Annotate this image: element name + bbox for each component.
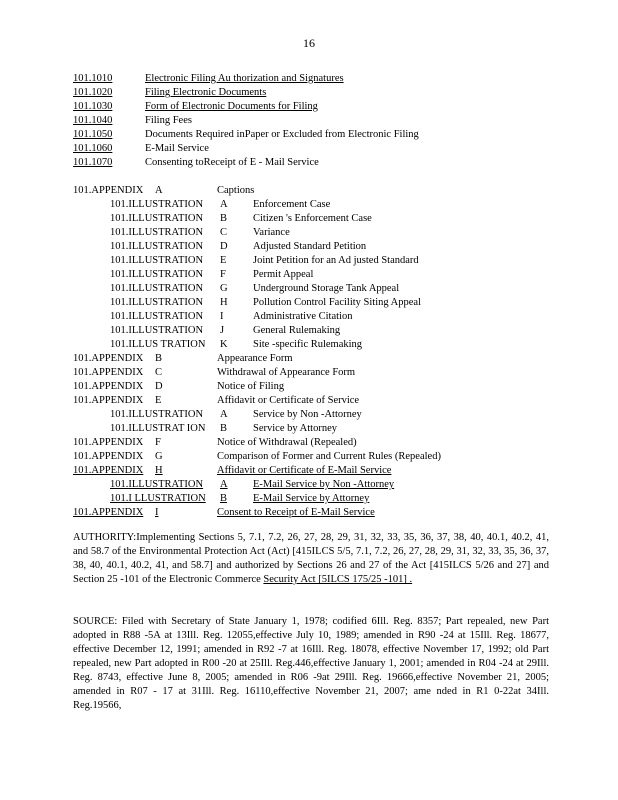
illustration-number: 101.ILLUSTRAT ION <box>110 423 206 434</box>
illustration-title: Administrative Citation <box>253 311 353 322</box>
appendix-title: Withdrawal of Appearance Form <box>217 367 356 378</box>
appendix-title: Affidavit or Certificate of Service <box>217 395 360 406</box>
appendix-number: 101.APPENDIX <box>73 395 144 406</box>
section-number: 101.1030 <box>73 101 113 112</box>
appendix-number: 101.APPENDIX <box>73 367 144 378</box>
illustration-letter: E <box>220 255 227 266</box>
section-title: Documents Required inPaper or Excluded from Electronic Filing <box>145 129 419 140</box>
appendix-letter: E <box>155 395 162 406</box>
illustration-number: 101.ILLUSTRATION <box>110 311 204 322</box>
illustration-title: Service by Attorney <box>253 423 337 434</box>
illustration-title: Service by Non -Attorney <box>253 409 362 420</box>
appendix-number: 101.APPENDIX <box>73 381 144 392</box>
appendix-title: Notice of Withdrawal (Repealed) <box>217 437 357 448</box>
appendix-letter: D <box>155 381 163 392</box>
appendix-letter: C <box>155 367 163 378</box>
illustration-letter: B <box>220 213 228 224</box>
illustration-title: Variance <box>253 227 290 238</box>
authority-text: AUTHORITY:Implementing Sections 5, 7.1, 7.2, 26, 27, 28, 29, 31, 32, 33, 35, 36, 37, 38, 40, 40.1, 40.2, 41, and 58.7 of the Environmental Protection Act (Act) [415ILCS 5/5, 7.1, 7.2, 26, 27, 28, 29, 31, 32, 33, 35, 36, 37, 38, 40, 40.1, 40.2, 41, and 58.7] and authorized by Sections 26 and 27 of the Act [415ILCS 5/26 and 27] and Section 25 -101 of the Electronic Commerce <box>73 532 549 585</box>
illustration-letter: A <box>220 479 228 490</box>
illustration-number: 101.ILLUSTRATION <box>110 241 204 252</box>
appendix-number: 101.APPENDIX <box>73 451 144 462</box>
appendix-title: Comparison of Former and Current Rules (Repealed) <box>217 451 441 462</box>
illustration-title: Site -specific Rulemaking <box>253 339 363 350</box>
illustration-title: General Rulemaking <box>253 325 341 336</box>
illustration-letter: B <box>220 493 228 504</box>
illustration-title: Adjusted Standard Petition <box>253 241 367 252</box>
section-number: 101.1020 <box>73 87 113 98</box>
illustration-number: 101.ILLUSTRATION <box>110 297 204 308</box>
illustration-title: Underground Storage Tank Appeal <box>253 283 400 294</box>
appendix-letter: B <box>155 353 163 364</box>
section-number: 101.1050 <box>73 129 113 140</box>
appendix-title: Affidavit or Certificate of E-Mail Service <box>217 465 392 476</box>
appendix-number: 101.APPENDIX <box>73 353 144 364</box>
section-title: E-Mail Service <box>145 143 209 154</box>
section-number: 101.1040 <box>73 115 113 126</box>
illustration-letter: G <box>220 283 228 294</box>
authority-citation-underlined: Security Act [5ILCS 175/25 -101] . <box>263 574 413 585</box>
appendix-title: Consent to Receipt of E-Mail Service <box>217 507 375 518</box>
appendix-title: Captions <box>217 185 255 196</box>
appendix-number: 101.APPENDIX <box>73 465 144 476</box>
section-number: 101.1010 <box>73 73 113 84</box>
illustration-letter: F <box>220 269 226 280</box>
appendix-letter: A <box>155 185 163 196</box>
illustration-letter: D <box>220 241 228 252</box>
illustration-number: 101.ILLUSTRATION <box>110 213 204 224</box>
section-number: 101.1070 <box>73 157 113 168</box>
illustration-number: 101.I LLUSTRATION <box>110 493 206 504</box>
source-note <box>73 615 549 713</box>
source-text: SOURCE: Filed with Secretary of State January 1, 1978; codified 6Ill. Reg. 8357; Part repealed, new Part adopted in R88 -5A at 13Ill. Reg. 12055,effective July 10, 1989; amended in R90 -24 at 15Ill. Reg. 18677, effective December 12, 1991; amended in R92 -7 at 16Ill. Reg. 18078, effective November 17, 1992; old Part repealed, new Part adopted in R00 -20 at 25Ill. Reg.446,effective January 1, 2001; amended in R04 -24 at 29Ill. Reg. 8743, effective June 8, 2005; amended in R06 -9at 29Ill. Reg. 19666,effective November 21, 2005; amended in R07 - 17 at 31Ill. Reg. 16110,effective November 21, 2007; ame nded in R1 0-22at 34Ill. Reg.19566, <box>73 616 549 711</box>
illustration-title: E-Mail Service by Attorney <box>253 493 370 504</box>
illustration-number: 101.ILLUSTRATION <box>110 255 204 266</box>
illustration-number: 101.ILLUSTRATION <box>110 325 204 336</box>
appendix-number: 101.APPENDIX <box>73 185 144 196</box>
illustration-number: 101.ILLUSTRATION <box>110 479 204 490</box>
section-title: Electronic Filing Au thorization and Signatures <box>145 73 344 84</box>
appendix-letter: G <box>155 451 163 462</box>
page-number: 16 <box>303 36 315 50</box>
illustration-letter: H <box>220 297 228 308</box>
illustration-number: 101.ILLUS TRATION <box>110 339 206 350</box>
section-title: Consenting toReceipt of E - Mail Service <box>145 157 319 168</box>
illustration-letter: K <box>220 339 228 350</box>
illustration-number: 101.ILLUSTRATION <box>110 269 204 280</box>
illustration-letter: A <box>220 409 228 420</box>
appendix-letter: I <box>155 507 159 518</box>
illustration-letter: B <box>220 423 228 434</box>
section-title: Form of Electronic Documents for Filing <box>145 101 318 112</box>
illustration-title: Permit Appeal <box>253 269 314 280</box>
appendix-letter: H <box>155 465 163 476</box>
section-number: 101.1060 <box>73 143 113 154</box>
illustration-number: 101.ILLUSTRATION <box>110 283 204 294</box>
illustration-letter: I <box>220 311 224 322</box>
illustration-number: 101.ILLUSTRATION <box>110 199 204 210</box>
appendix-number: 101.APPENDIX <box>73 437 144 448</box>
illustration-title: Citizen 's Enforcement Case <box>253 213 372 224</box>
illustration-number: 101.ILLUSTRATION <box>110 409 204 420</box>
illustration-title: Pollution Control Facility Siting Appeal <box>253 297 422 308</box>
illustration-letter: J <box>220 325 225 336</box>
illustration-title: Joint Petition for an Ad justed Standard <box>253 255 419 266</box>
section-title: Filing Electronic Documents <box>145 87 267 98</box>
appendix-title: Appearance Form <box>217 353 293 364</box>
illustration-number: 101.ILLUSTRATION <box>110 227 204 238</box>
illustration-title: E-Mail Service by Non -Attorney <box>253 479 395 490</box>
illustration-title: Enforcement Case <box>253 199 331 210</box>
section-title: Filing Fees <box>145 115 192 126</box>
authority-note <box>73 531 549 587</box>
appendix-letter: F <box>155 437 161 448</box>
illustration-letter: A <box>220 199 228 210</box>
appendix-title: Notice of Filing <box>217 381 285 392</box>
appendix-number: 101.APPENDIX <box>73 507 144 518</box>
illustration-letter: C <box>220 227 228 238</box>
